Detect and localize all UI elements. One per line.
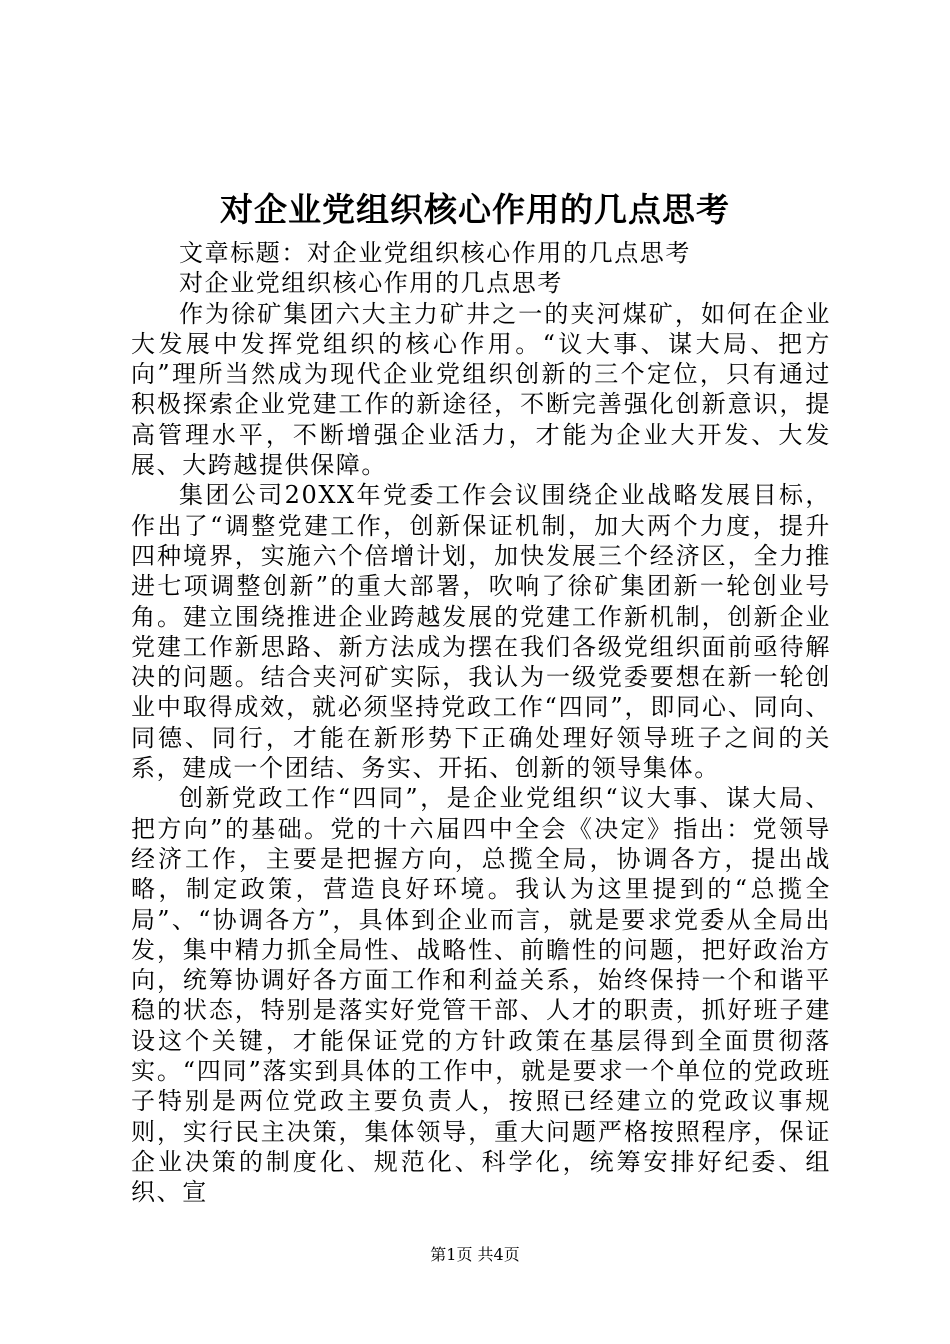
article-title-line: 文章标题：对企业党组织核心作用的几点思考 [179,239,691,267]
subtitle-line: 对企业党组织核心作用的几点思考 [179,269,563,298]
paragraph: 作为徐矿集团六大主力矿井之一的夹河煤矿，如何在企业大发展中发挥党组织的核心作用。“议大事、谋大局、把方向”理所当然成为现代企业党组织创新的三个定位，只有通过积极探索企业党建工作的新途径，不断完善强化创新意识，提高管理水平，不断增强企业活力，才能为企业大开发、大发展、大跨越提供保障。 [131,299,831,480]
page-number-footer: 第1页 共4页 [430,1245,520,1264]
document-body [131,238,831,1208]
document-title: 对企业党组织核心作用的几点思考 [220,190,730,229]
paragraph: 创新党政工作“四同”，是企业党组织“议大事、谋大局、把方向”的基础。党的十六届四中全会《决定》指出：党领导经济工作，主要是把握方向，总揽全局，协调各方，提出战略，制定政策，营造良好环境。我认为这里提到的“总揽全局”、“协调各方”，具体到企业而言，就是要求党委从全局出发，集中精力抓全局性、战略性、前瞻性的问题，把好政治方向，统筹协调好各方面工作和利益关系，始终保持一个和谐平稳的状态，特别是落实好党管干部、人才的职责，抓好班子建设这个关键，才能保证党的方针政策在基层得到全面贯彻落实。“四同”落实到具体的工作中，就是要求一个单位的党政班子特别是两位党政主要负责人，按照已经建立的党政议事规则，实行民主决策，集体领导，重大问题严格按照程序，保证企业决策的制度化、规范化、科学化，统筹安排好纪委、组织、宣 [131,784,831,1207]
paragraph: 集团公司20XX年党委工作会议围绕企业战略发展目标，作出了“调整党建工作，创新保证机制，加大两个力度，提升四种境界，实施六个倍增计划，加快发展三个经济区，全力推进七项调整创新”的重大部署，吹响了徐矿集团新一轮创业号角。建立围绕推进企业跨越发展的党建工作新机制，创新企业党建工作新思路、新方法成为摆在我们各级党组织面前亟待解决的问题。结合夹河矿实际，我认为一级党委要想在新一轮创业中取得成效，就必须坚持党政工作“四同”，即同心、同向、同德、同行，才能在新形势下正确处理好领导班子之间的关系，建成一个团结、务实、开拓、创新的领导集体。 [131,481,831,783]
